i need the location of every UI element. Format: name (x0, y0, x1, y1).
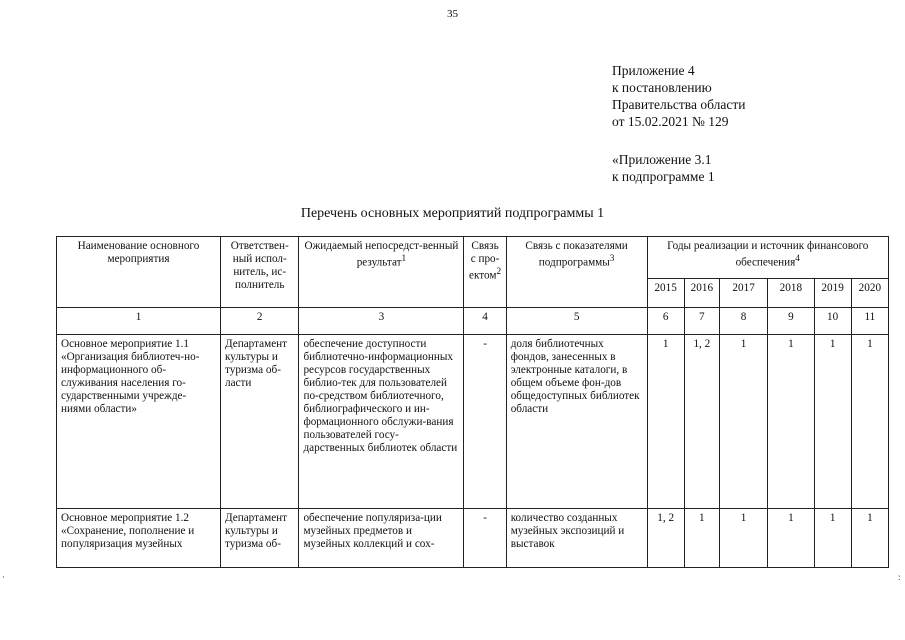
year-cell: 2020 (851, 279, 888, 308)
column-number: 6 (647, 308, 684, 335)
year-value: 1 (851, 335, 888, 509)
appendix-line: Правительства области (612, 97, 746, 112)
column-number: 3 (299, 308, 464, 335)
scan-mark: · (2, 572, 5, 582)
header-responsible: Ответствен-ный испол-нитель, ис-полнитель (220, 237, 298, 308)
measure-result: обеспечение доступности библиотечно-информационных ресурсов государственных библио-тек для пользователей по-средством библиотечного, библиографического и ин-формационного обслужи-вания пользователей госу-дарственных библиотек области (299, 335, 464, 509)
appendix-line: к постановлению (612, 80, 712, 95)
column-number: 1 (57, 308, 221, 335)
year-value: 1 (684, 509, 719, 568)
document-title: Перечень основных мероприятий подпрограммы 1 (300, 206, 605, 221)
year-cell: 2017 (719, 279, 767, 308)
year-value: 1 (768, 509, 814, 568)
year-value: 1 (768, 335, 814, 509)
scan-mark: : (898, 572, 901, 582)
sub-appendix-line: к подпрограмме 1 (612, 169, 715, 184)
appendix-block (612, 62, 745, 130)
year-value: 1 (814, 509, 851, 568)
sub-appendix-line: «Приложение 3.1 (612, 152, 712, 167)
year-cell: 2016 (684, 279, 719, 308)
column-number: 11 (851, 308, 888, 335)
measure-responsible: Департамент культуры и туризма об-ласти (220, 335, 298, 509)
appendix-line: Приложение 4 (612, 63, 695, 78)
column-number: 10 (814, 308, 851, 335)
year-value: 1 (647, 335, 684, 509)
column-number: 7 (684, 308, 719, 335)
sub-appendix-block (612, 151, 715, 185)
year-value: 1, 2 (647, 509, 684, 568)
column-number-row (57, 308, 889, 335)
year-value: 1 (814, 335, 851, 509)
year-cell: 2019 (814, 279, 851, 308)
header-row (57, 237, 889, 279)
measure-name: Основное мероприятие 1.2 «Сохранение, пополнение и популяризация музейных (57, 509, 221, 568)
column-number: 4 (464, 308, 506, 335)
header-name: Наименование основного мероприятия (57, 237, 221, 308)
measures-table (56, 236, 889, 568)
column-number: 2 (220, 308, 298, 335)
table-row (57, 509, 889, 568)
header-indicators: Связь с показателями подпрограммы$^3$ (506, 237, 647, 308)
measure-responsible: Департамент культуры и туризма об- (220, 509, 298, 568)
measure-name: Основное мероприятие 1.1 «Организация библиотеч-но-информационного об-служивания населения го-сударственными учрежде-ниями области» (57, 335, 221, 509)
header-result: Ожидаемый непосредст-венный результат$^1$ (299, 237, 464, 308)
measure-project: - (464, 335, 506, 509)
measure-indicator: доля библиотечных фондов, занесенных в электронные каталоги, в общем объеме фон-дов общедоступных библиотек области (506, 335, 647, 509)
column-number: 5 (506, 308, 647, 335)
column-number: 9 (768, 308, 814, 335)
measure-indicator: количество созданных музейных экспозиций и выставок (506, 509, 647, 568)
appendix-line: от 15.02.2021 № 129 (612, 114, 729, 129)
year-value: 1 (719, 509, 767, 568)
table-row (57, 335, 889, 509)
measure-result: обеспечение популяриза-ции музейных предметов и музейных коллекций и сох- (299, 509, 464, 568)
year-value: 1 (851, 509, 888, 568)
header-years: Годы реализации и источник финансового обеспечения$^4$ (647, 237, 888, 279)
year-cell: 2018 (768, 279, 814, 308)
page-number: 35 (447, 8, 458, 20)
year-cell: 2015 (647, 279, 684, 308)
column-number: 8 (719, 308, 767, 335)
measure-project: - (464, 509, 506, 568)
header-project: Связь с про-ектом$^2$ (464, 237, 506, 308)
year-value: 1, 2 (684, 335, 719, 509)
year-value: 1 (719, 335, 767, 509)
